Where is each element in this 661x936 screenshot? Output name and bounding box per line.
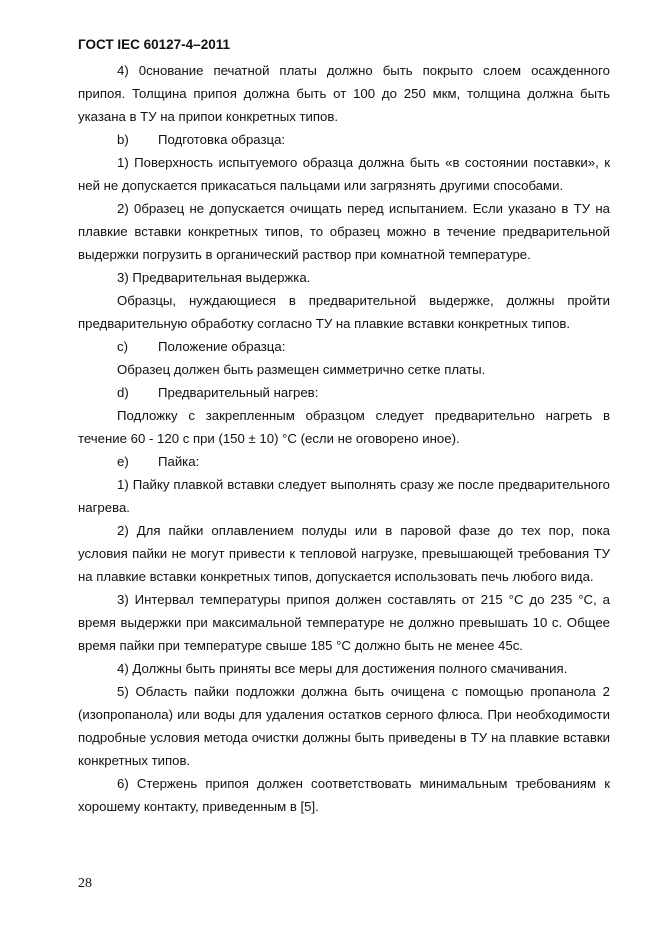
- paragraph: Образец должен быть размещен симметрично сетке платы.: [117, 362, 486, 377]
- document-header: ГОСТ IEC 60127-4–2011: [78, 37, 230, 52]
- paragraph: 6) Стержень припоя должен соответствовать минимальным требованиям к хорошему контакту, приведенным в [5].: [78, 776, 610, 814]
- paragraph: Подложку с закрепленным образцом следует предварительно нагреть в течение 60 - 120 с при (150 ± 10) °С (если не оговорено иное).: [78, 408, 610, 446]
- document-body: [78, 59, 610, 818]
- paragraph: 4) 0снование печатной платы должно быть покрыто слоем осажденного припоя. Толщина припоя должна быть от 100 до 250 мкм, толщина должна быть указана в ТУ на припои конкретных типов.: [78, 63, 610, 124]
- section-title: Положение образца:: [158, 339, 286, 354]
- section-marker: e): [117, 454, 129, 469]
- section-title: Подготовка образца:: [158, 132, 286, 147]
- paragraph: 4) Должны быть приняты все меры для достижения полного смачивания.: [117, 661, 568, 676]
- section-marker: d): [117, 385, 129, 400]
- section-marker: c): [117, 339, 128, 354]
- page-number: 28: [78, 876, 92, 891]
- section-title: Предварительный нагрев:: [158, 385, 319, 400]
- section-heading: [78, 381, 610, 404]
- paragraph: 2) Для пайки оплавлением полуды или в паровой фазе до тех пор, пока условия пайки не могут привести к тепловой нагрузке, превышающей требования ТУ на плавкие вставки конкретных типов, допускается использовать печь любого вида.: [78, 523, 610, 584]
- section-title: Пайка:: [158, 454, 200, 469]
- section-heading: [78, 450, 610, 473]
- paragraph: 2) 0бразец не допускается очищать перед испытанием. Если указано в ТУ на плавкие вставки конкретных типов, то образец можно в течение предварительной выдержки погрузить в органический раствор при комнатной температуре.: [78, 201, 610, 262]
- section-heading: [78, 335, 610, 358]
- paragraph: 1) Пайку плавкой вставки следует выполнять сразу же после предварительного нагрева.: [78, 477, 610, 515]
- paragraph: Образцы, нуждающиеся в предварительной выдержке, должны пройти предварительную обработку согласно ТУ на плавкие вставки конкретных типов.: [78, 293, 610, 331]
- paragraph: 1) Поверхность испытуемого образца должна быть «в состоянии поставки», к ней не допускается прикасаться пальцами или загрязнять другими способами.: [78, 155, 610, 193]
- paragraph: 5) Область пайки подложки должна быть очищена с помощью пропанола 2 (изопропанола) или воды для удаления остатков серного флюса. При необходимости подробные условия метода очистки должны быть приведены в ТУ на плавкие вставки конкретных типов.: [78, 684, 610, 768]
- paragraph: 3) Предварительная выдержка.: [117, 270, 311, 285]
- paragraph: 3) Интервал температуры припоя должен составлять от 215 °С до 235 °С, а время выдержки при максимальной температуре не должно превышать 10 с. Общее время пайки при температуре свыше 185 °С должно быть не менее 45с.: [78, 592, 610, 653]
- section-marker: b): [117, 132, 129, 147]
- section-heading: [78, 128, 610, 151]
